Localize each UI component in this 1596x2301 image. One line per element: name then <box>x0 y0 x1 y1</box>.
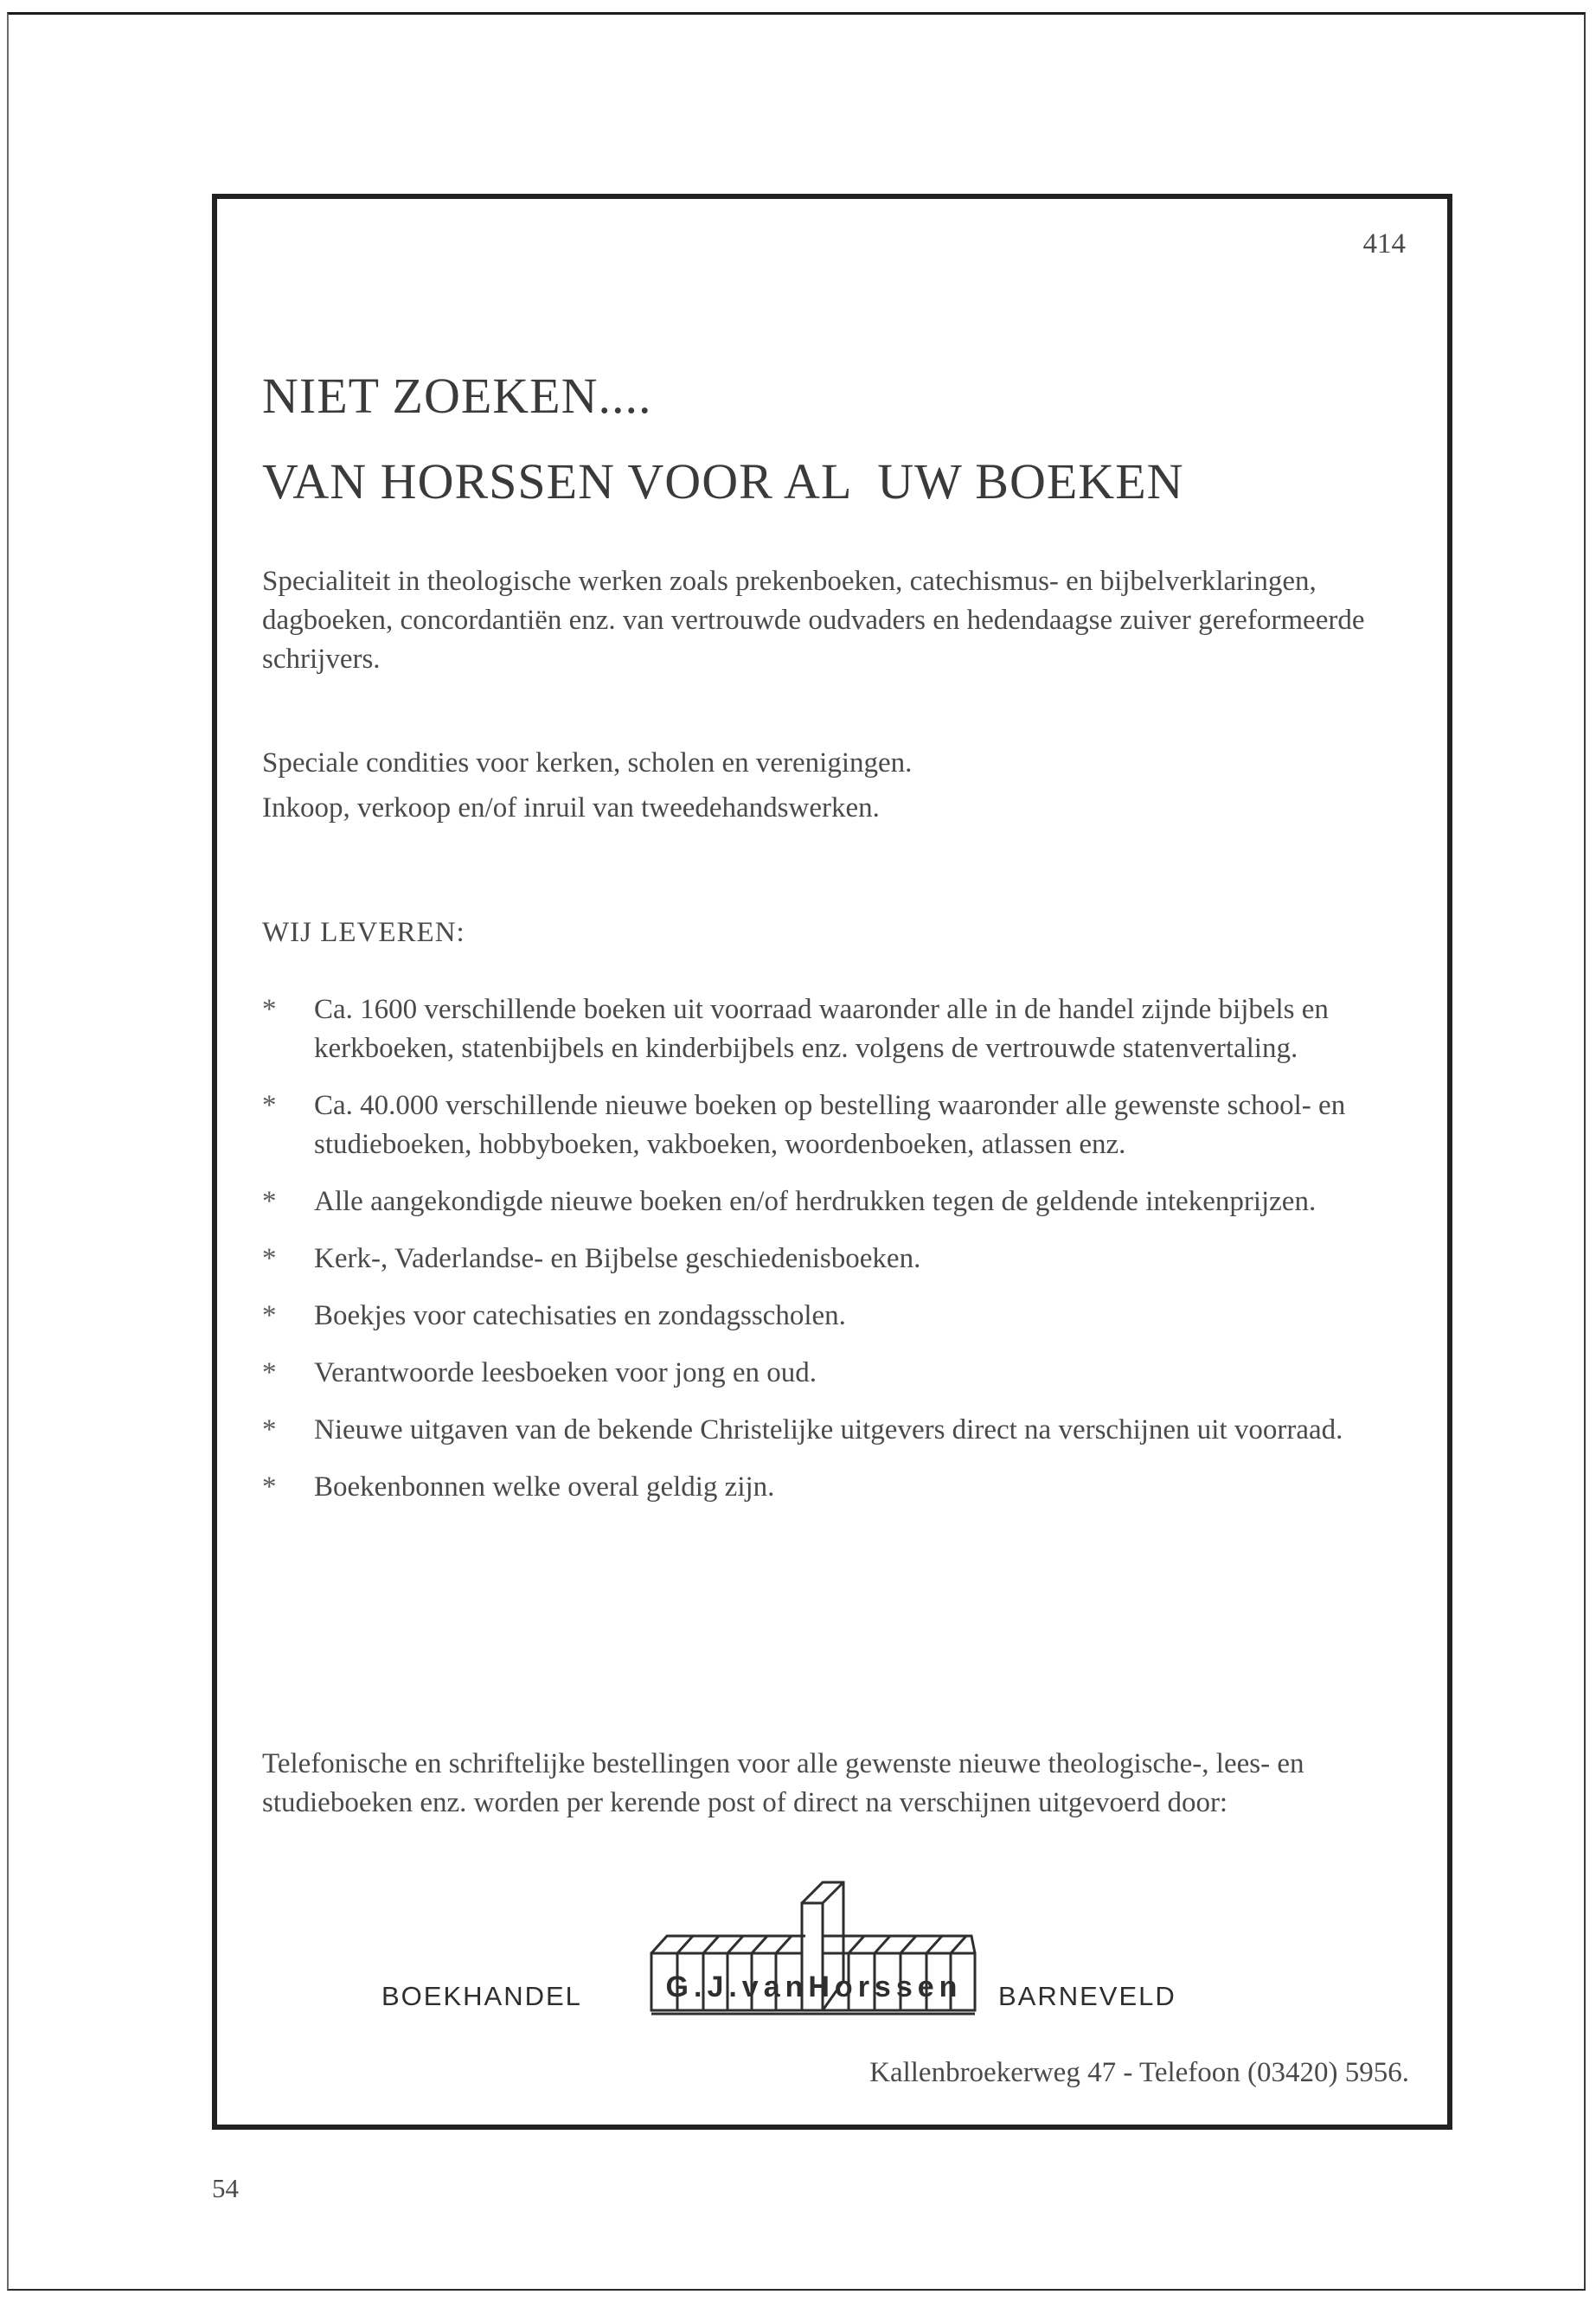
list-item <box>262 990 1413 1068</box>
list-item <box>262 1183 1413 1221</box>
asterisk-icon: * <box>262 1243 277 1274</box>
bookshelf-logo-icon <box>650 1877 978 2024</box>
headline-line-2: VAN HORSSEN VOOR AL UW BOEKEN <box>262 453 1184 510</box>
asterisk-icon: * <box>262 1300 277 1331</box>
list-item-text: Kerk-, Vaderlandse- en Bijbelse geschiedenisboeken. <box>314 1243 921 1274</box>
asterisk-icon: * <box>262 1186 277 1217</box>
store-label-barneveld: BARNEVELD <box>998 1981 1176 2011</box>
list-item-text: Alle aangekondigde nieuwe boeken en/of herdrukken tegen de geldende intekenprijzen. <box>314 1186 1317 1217</box>
store-address: Kallenbroekerweg 47 - Telefoon (03420) 5956. <box>869 2057 1409 2088</box>
list-item-text: Nieuwe uitgaven van de bekende Christelijke uitgevers direct na verschijnen uit voorraad. <box>314 1414 1343 1445</box>
list-item-text: Boekjes voor catechisaties en zondagsscholen. <box>314 1300 846 1331</box>
trade-paragraph: Inkoop, verkoop en/of inruil van tweedehandswerken. <box>262 792 880 824</box>
asterisk-icon: * <box>262 1471 277 1503</box>
delivery-list <box>262 990 1413 1525</box>
list-item-text: Ca. 1600 verschillende boeken uit voorraad waaronder alle in de handel zijnde bijbels en kerkboeken, statenbijbels en kinderbijbels enz. volgens de vertrouwde statenvertaling. <box>314 994 1329 1064</box>
list-item <box>262 1240 1413 1279</box>
store-label-boekhandel: BOEKHANDEL <box>381 1981 582 2011</box>
section-heading: WIJ LEVEREN: <box>262 917 465 948</box>
headline-line-1: NIET ZOEKEN.... <box>262 368 652 424</box>
list-item-text: Boekenbonnen welke overal geldig zijn. <box>314 1471 775 1503</box>
asterisk-icon: * <box>262 1357 277 1388</box>
advertisement-frame <box>212 194 1452 2130</box>
list-item <box>262 1086 1413 1164</box>
list-item <box>262 1468 1413 1507</box>
asterisk-icon: * <box>262 994 277 1025</box>
list-item-text: Verantwoorde leesboeken voor jong en oud. <box>314 1357 817 1388</box>
ad-number: 414 <box>1362 228 1406 260</box>
ordering-paragraph: Telefonische en schriftelijke bestellingen voor alle gewenste nieuwe theologische-, lees- en studieboeken enz. worden per kerende post of direct na verschijnen uitgevoerd door: <box>262 1748 1304 1818</box>
asterisk-icon: * <box>262 1414 277 1445</box>
logo-text: G.J.vanHorssen <box>665 1971 963 2003</box>
list-item <box>262 1411 1413 1450</box>
conditions-paragraph: Speciale condities voor kerken, scholen en verenigingen. <box>262 747 913 779</box>
list-item <box>262 1354 1413 1393</box>
specialty-paragraph: Specialiteit in theologische werken zoals prekenboeken, catechismus- en bijbelverklaringen, dagboeken, concordantiën enz. van vertrouwde oudvaders en hedendaagse zuiver gereformeerde schrijvers. <box>262 566 1365 675</box>
asterisk-icon: * <box>262 1090 277 1121</box>
list-item-text: Ca. 40.000 verschillende nieuwe boeken op bestelling waaronder alle gewenste school- en studieboeken, hobbyboeken, vakboeken, woordenboeken, atlassen enz. <box>314 1090 1346 1160</box>
list-item <box>262 1297 1413 1336</box>
page-number: 54 <box>212 2173 239 2203</box>
